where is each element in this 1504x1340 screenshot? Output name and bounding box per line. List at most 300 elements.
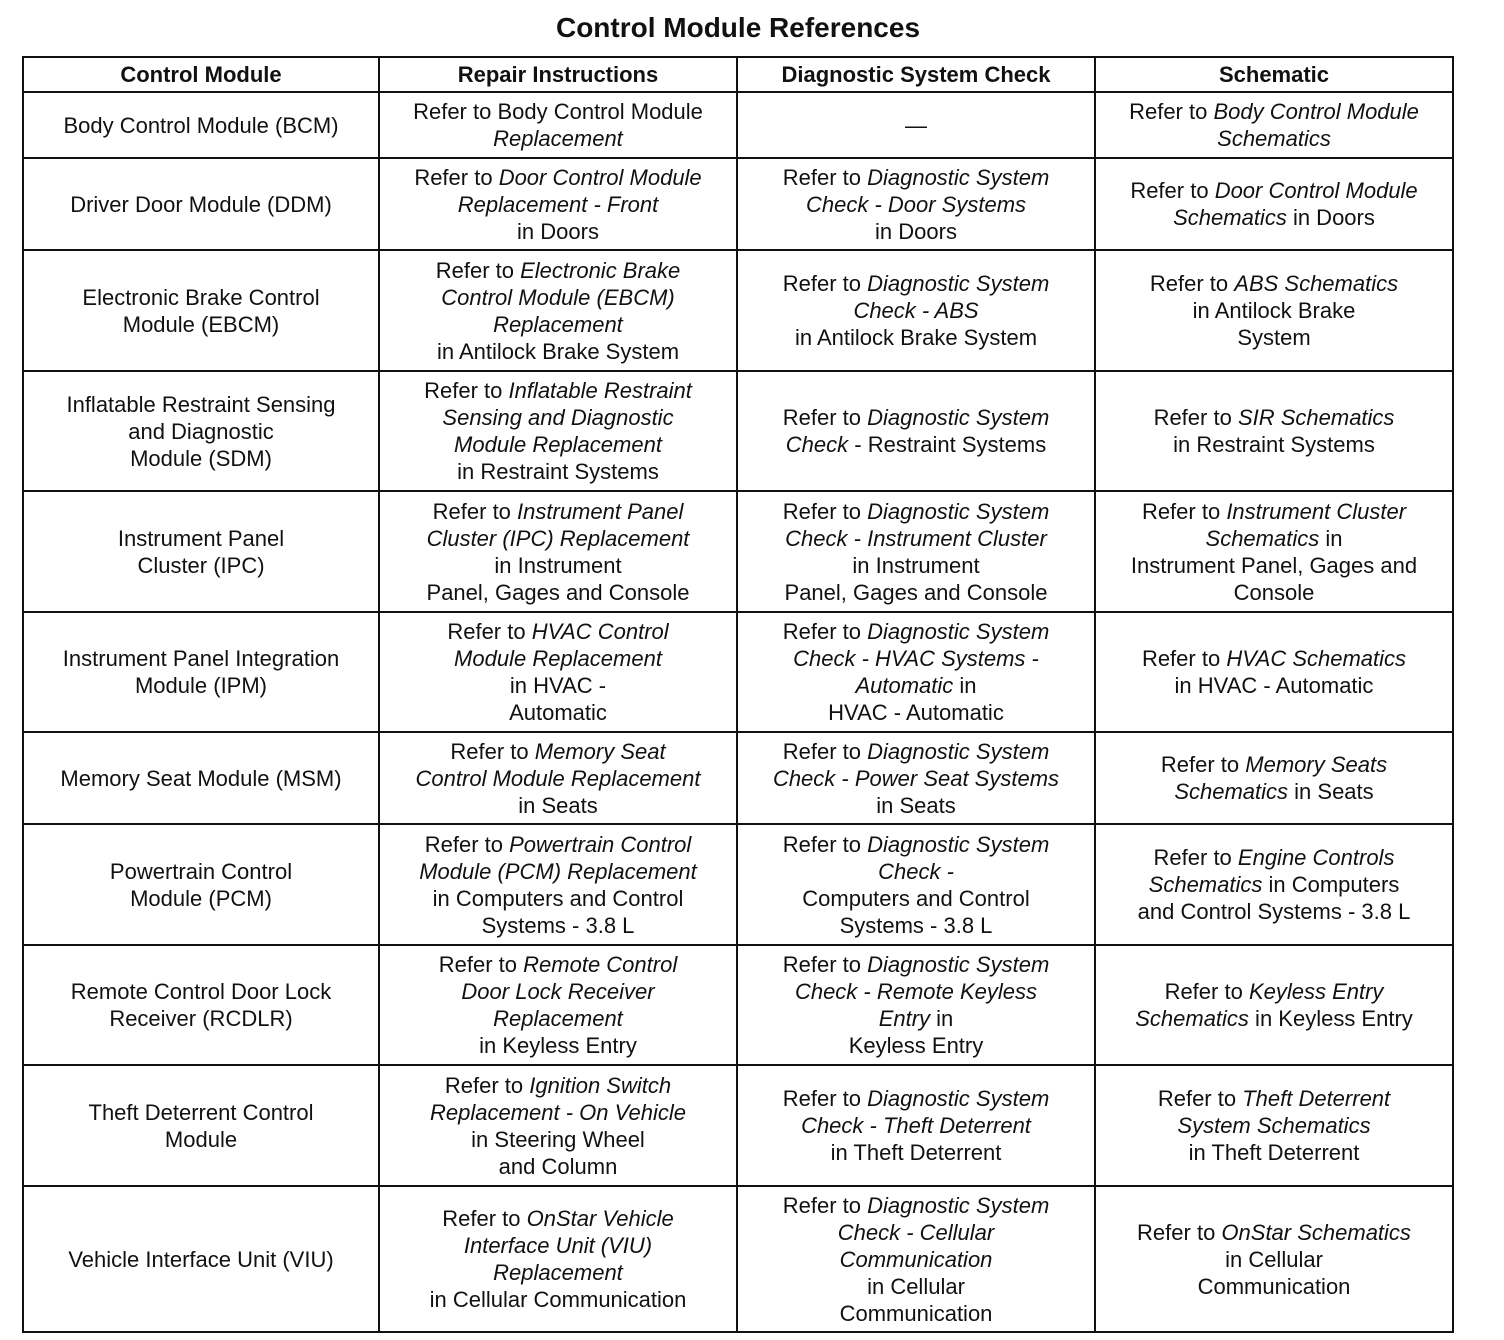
reference-title: Automatic — [855, 673, 954, 698]
cell-line: Module (PCM) — [130, 885, 272, 911]
cell-text: in Antilock Brake System — [436, 338, 680, 364]
cell-line — [744, 218, 1088, 245]
reference-title: Inflatable Restraint — [508, 378, 692, 403]
reference-title: Sensing and Diagnostic — [442, 405, 674, 430]
cell-line — [386, 1286, 730, 1313]
cell-text: Refer to — [1129, 99, 1214, 124]
table-row — [23, 824, 1453, 945]
cell-line — [1102, 871, 1446, 898]
cell-text: in Restraint Systems — [1173, 432, 1375, 457]
reference-title: Diagnostic System — [867, 1192, 1050, 1218]
cell-repair-instructions — [379, 371, 737, 491]
cell-text: HVAC - Automatic — [828, 700, 1004, 725]
cell-text: in Cellular Communication — [429, 1287, 687, 1312]
cell-line — [386, 1072, 730, 1099]
cell-text: Refer to — [782, 405, 868, 430]
cell-line — [1102, 1219, 1446, 1246]
reference-title: Cluster (IPC) Replacement — [426, 525, 690, 551]
reference-title: Remote Control — [523, 952, 678, 977]
cell-text: Refer to — [435, 257, 521, 283]
cell-line — [744, 792, 1088, 819]
cell-control-module — [23, 92, 379, 158]
cell-line — [1102, 672, 1446, 699]
cell-text: Communication — [839, 1300, 993, 1326]
cell-text: Refer to — [447, 619, 532, 644]
cell-line — [386, 579, 730, 606]
cell-line — [1102, 579, 1446, 606]
table-row — [23, 612, 1453, 732]
reference-title: Communication — [839, 1246, 993, 1272]
cell-line — [1102, 751, 1446, 778]
cell-line — [744, 672, 1088, 699]
cell-schematic — [1095, 1065, 1453, 1186]
header-diagnostic-system-check: Diagnostic System Check — [737, 57, 1095, 92]
header-row — [23, 57, 1453, 92]
cell-line — [386, 218, 730, 245]
cell-text: in Computers — [1262, 872, 1400, 897]
cell-line — [744, 645, 1088, 672]
cell-text: Refer to — [782, 619, 868, 644]
reference-title: Check - Door Systems — [805, 191, 1027, 217]
cell-text: in Steering Wheel — [471, 1126, 645, 1152]
reference-title: Check - HVAC Systems - — [793, 646, 1039, 671]
cell-repair-instructions — [379, 945, 737, 1065]
reference-title: System Schematics — [1177, 1113, 1371, 1138]
cell-line — [744, 324, 1088, 351]
cell-schematic — [1095, 92, 1453, 158]
cell-line — [1102, 404, 1446, 431]
reference-title: OnStar Vehicle — [526, 1206, 674, 1231]
cell-line — [1102, 1139, 1446, 1166]
cell-line — [386, 699, 730, 726]
cell-text: Refer to — [450, 738, 535, 764]
cell-text: Refer to — [782, 164, 868, 190]
table-row — [23, 92, 1453, 158]
page-title: Control Module References — [555, 12, 921, 43]
cell-line — [744, 618, 1088, 645]
cell-schematic — [1095, 371, 1453, 491]
cell-text: Refer to — [1164, 979, 1249, 1004]
reference-title: Memory Seat — [534, 738, 666, 764]
reference-title: Door Control Module — [498, 164, 702, 190]
cell-text: in Restraint Systems — [457, 459, 659, 484]
cell-text: Automatic — [509, 700, 607, 725]
control-module-table — [22, 56, 1454, 1333]
reference-title: Diagnostic System — [867, 405, 1050, 430]
cell-text: in — [930, 1006, 954, 1031]
cell-text: Systems - 3.8 L — [839, 912, 993, 938]
cell-line — [744, 951, 1088, 978]
cell-line: and Diagnostic — [128, 418, 274, 444]
cell-diagnostic-system-check — [737, 732, 1095, 824]
table-row — [23, 732, 1453, 824]
cell-schematic — [1095, 732, 1453, 824]
cell-text: Refer to — [1153, 405, 1238, 430]
cell-line — [744, 112, 1088, 139]
cell-text: in HVAC - — [509, 673, 607, 698]
reference-title: Diagnostic System — [867, 164, 1050, 190]
cell-text: in Instrument — [852, 552, 980, 578]
reference-title: Check - ABS — [853, 298, 979, 323]
cell-control-module — [23, 824, 379, 945]
reference-title: Electronic Brake — [520, 257, 681, 283]
cell-repair-instructions — [379, 250, 737, 371]
cell-line — [1102, 645, 1446, 672]
reference-title: Instrument Panel — [517, 498, 684, 524]
cell-line — [744, 404, 1088, 431]
cell-line — [386, 191, 730, 218]
reference-title: Check - — [878, 858, 954, 884]
cell-line — [744, 525, 1088, 552]
reference-title: Check - Remote Keyless — [794, 979, 1038, 1004]
reference-title: Diagnostic System — [867, 952, 1050, 977]
cell-diagnostic-system-check — [737, 250, 1095, 371]
cell-text: Refer to — [432, 498, 518, 524]
cell-line — [386, 404, 730, 431]
reference-title: Diagnostic System — [867, 619, 1050, 644]
cell-line — [386, 1205, 730, 1232]
cell-text: in Doors — [1286, 205, 1375, 230]
cell-line — [386, 552, 730, 579]
reference-title: Engine Controls — [1237, 845, 1395, 870]
cell-diagnostic-system-check — [737, 371, 1095, 491]
cell-schematic — [1095, 824, 1453, 945]
cell-line: Remote Control Door Lock — [70, 979, 332, 1004]
cell-line — [744, 1005, 1088, 1032]
cell-text: Refer to — [782, 271, 868, 296]
cell-line — [386, 458, 730, 485]
cell-line — [744, 765, 1088, 792]
cell-line — [744, 1085, 1088, 1112]
cell-line: Inflatable Restraint Sensing — [66, 391, 336, 417]
cell-line — [386, 257, 730, 284]
reference-title: Diagnostic System — [867, 1086, 1050, 1111]
cell-line — [1102, 898, 1446, 925]
cell-line — [386, 1032, 730, 1059]
cell-line — [386, 377, 730, 404]
table-row — [23, 371, 1453, 491]
cell-line — [386, 1126, 730, 1153]
cell-line — [744, 1246, 1088, 1273]
cell-text: Keyless Entry — [848, 1033, 984, 1058]
cell-repair-instructions — [379, 732, 737, 824]
cell-diagnostic-system-check — [737, 491, 1095, 612]
cell-line — [744, 431, 1088, 458]
cell-text: Panel, Gages and Console — [784, 579, 1048, 605]
cell-text: Body Control Module — [497, 99, 703, 124]
cell-line — [386, 431, 730, 458]
reference-title: Schematics — [1135, 1006, 1249, 1031]
cell-diagnostic-system-check — [737, 945, 1095, 1065]
cell-line — [1102, 125, 1446, 152]
cell-text: in Keyless Entry — [1248, 1006, 1413, 1031]
reference-title: Schematics — [1173, 205, 1287, 230]
cell-line — [1102, 204, 1446, 231]
cell-diagnostic-system-check — [737, 158, 1095, 250]
header-repair-instructions: Repair Instructions — [379, 57, 737, 92]
cell-repair-instructions — [379, 491, 737, 612]
cell-line — [744, 738, 1088, 765]
table-row — [23, 945, 1453, 1065]
reference-title: SIR Schematics — [1237, 405, 1395, 430]
cell-line — [744, 579, 1088, 606]
cell-schematic — [1095, 1186, 1453, 1332]
cell-line — [744, 831, 1088, 858]
cell-text: - Restraint Systems — [848, 432, 1047, 457]
cell-line — [386, 98, 730, 125]
cell-text: — — [905, 112, 927, 138]
cell-line — [1102, 525, 1446, 552]
cell-line: Receiver (RCDLR) — [109, 1006, 293, 1031]
header-control-module: Control Module — [23, 57, 379, 92]
reference-title: Check - Cellular — [837, 1219, 995, 1245]
cell-line — [1102, 297, 1446, 324]
cell-text: in Antilock Brake System — [794, 325, 1038, 350]
cell-schematic — [1095, 491, 1453, 612]
cell-line — [744, 1300, 1088, 1327]
cell-line — [1102, 324, 1446, 351]
cell-line — [386, 338, 730, 365]
cell-text: in HVAC - Automatic — [1174, 673, 1374, 698]
cell-text: Refer to — [1149, 271, 1235, 296]
cell-line — [744, 885, 1088, 912]
cell-repair-instructions — [379, 612, 737, 732]
cell-line — [744, 1192, 1088, 1219]
reference-title: Replacement — [493, 1260, 623, 1285]
cell-text: Panel, Gages and Console — [426, 579, 690, 605]
cell-text: Refer to — [782, 1192, 868, 1218]
cell-control-module — [23, 158, 379, 250]
cell-control-module — [23, 1065, 379, 1186]
cell-text: Refer to — [413, 99, 498, 124]
cell-text: in Antilock Brake — [1192, 298, 1356, 323]
cell-diagnostic-system-check — [737, 824, 1095, 945]
cell-text: in Seats — [518, 792, 598, 818]
cell-line — [1102, 177, 1446, 204]
cell-schematic — [1095, 158, 1453, 250]
cell-line — [386, 1005, 730, 1032]
reference-title: Schematics — [1217, 126, 1331, 151]
cell-text: and Column — [498, 1153, 618, 1179]
reference-title: Interface Unit (VIU) — [463, 1233, 653, 1258]
cell-text: Refer to — [1130, 178, 1215, 203]
cell-control-module — [23, 945, 379, 1065]
cell-line — [386, 858, 730, 885]
cell-line — [386, 978, 730, 1005]
cell-repair-instructions — [379, 824, 737, 945]
reference-title: Module (PCM) Replacement — [419, 858, 697, 884]
cell-diagnostic-system-check — [737, 1065, 1095, 1186]
reference-title: Keyless Entry — [1248, 979, 1384, 1004]
cell-text: Console — [1233, 579, 1315, 605]
cell-text: Refer to — [1141, 646, 1227, 671]
reference-title: Replacement - Front — [457, 191, 659, 217]
table-row — [23, 1186, 1453, 1332]
cell-text: Refer to — [1157, 1086, 1243, 1111]
cell-line — [744, 912, 1088, 939]
cell-line — [386, 498, 730, 525]
cell-text: in — [1319, 525, 1343, 551]
reference-title: Body Control Module — [1213, 99, 1419, 124]
cell-line — [744, 498, 1088, 525]
cell-line — [386, 1259, 730, 1286]
reference-title: Check - Instrument Cluster — [785, 525, 1047, 551]
cell-line — [386, 645, 730, 672]
cell-text: in Theft Deterrent — [830, 1140, 1002, 1165]
reference-title: Entry — [878, 1006, 931, 1031]
cell-line — [386, 831, 730, 858]
cell-line — [744, 1273, 1088, 1300]
cell-text: in Cellular — [1225, 1246, 1323, 1272]
table-row — [23, 158, 1453, 250]
reference-title: Diagnostic System — [867, 738, 1050, 764]
reference-title: Check - Power Seat Systems — [772, 765, 1060, 791]
cell-line: Module (EBCM) — [122, 311, 280, 337]
cell-text: Refer to — [442, 1206, 527, 1231]
cell-text: System — [1237, 325, 1311, 350]
cell-line — [1102, 431, 1446, 458]
cell-repair-instructions — [379, 158, 737, 250]
cell-schematic — [1095, 250, 1453, 371]
table-row — [23, 491, 1453, 612]
cell-line — [1102, 270, 1446, 297]
cell-text: Refer to — [424, 831, 510, 857]
reference-title: Module Replacement — [454, 646, 662, 671]
cell-text: in Seats — [876, 792, 956, 818]
cell-text: Refer to — [438, 952, 524, 977]
table-row — [23, 1065, 1453, 1186]
cell-line — [744, 858, 1088, 885]
cell-diagnostic-system-check — [737, 612, 1095, 732]
cell-text: Refer to — [1160, 752, 1246, 777]
reference-title: Control Module (EBCM) — [441, 284, 675, 310]
reference-title: Door Control Module — [1214, 178, 1418, 203]
reference-title: Powertrain Control — [509, 831, 692, 857]
cell-line — [1102, 1112, 1446, 1139]
cell-line — [1102, 844, 1446, 871]
cell-line — [744, 164, 1088, 191]
cell-line: Module — [164, 1126, 238, 1152]
cell-line — [386, 525, 730, 552]
reference-title: Instrument Cluster — [1226, 498, 1407, 524]
cell-control-module — [23, 491, 379, 612]
reference-title: Schematics — [1205, 525, 1320, 551]
cell-line: Instrument Panel Integration — [62, 646, 340, 671]
cell-text: Refer to — [1141, 498, 1227, 524]
reference-title: Check — [785, 432, 849, 457]
cell-text: Refer to — [414, 164, 499, 190]
cell-line: Instrument Panel — [117, 525, 285, 551]
cell-text: Refer to — [444, 1072, 530, 1098]
cell-text: in Doors — [875, 218, 957, 244]
cell-line — [386, 738, 730, 765]
cell-line — [386, 1232, 730, 1259]
cell-repair-instructions — [379, 1186, 737, 1332]
cell-text: Communication — [1197, 1273, 1351, 1299]
cell-repair-instructions — [379, 92, 737, 158]
reference-title: Schematics — [1148, 872, 1263, 897]
cell-line — [386, 672, 730, 699]
cell-line: Memory Seat Module (MSM) — [60, 765, 342, 791]
cell-control-module — [23, 371, 379, 491]
cell-text: in Computers and Control — [432, 885, 684, 911]
cell-text: in Instrument — [494, 552, 622, 578]
cell-text: Computers and Control — [802, 885, 1030, 911]
cell-text: Instrument Panel, Gages and — [1130, 552, 1418, 578]
reference-title: Replacement — [493, 1006, 623, 1031]
reference-title: Theft Deterrent — [1242, 1086, 1391, 1111]
cell-line — [744, 1032, 1088, 1059]
cell-line: Module (IPM) — [134, 673, 268, 698]
reference-title: Diagnostic System — [867, 271, 1050, 296]
cell-text: Systems - 3.8 L — [481, 912, 635, 938]
header-schematic: Schematic — [1095, 57, 1453, 92]
cell-schematic — [1095, 945, 1453, 1065]
reference-title: Ignition Switch — [529, 1072, 672, 1098]
reference-title: Replacement - On Vehicle — [430, 1099, 686, 1125]
cell-line — [386, 125, 730, 152]
cell-text: in Theft Deterrent — [1188, 1140, 1360, 1165]
cell-text: Refer to — [782, 498, 868, 524]
cell-schematic — [1095, 612, 1453, 732]
cell-control-module — [23, 612, 379, 732]
reference-title: Schematics — [1174, 779, 1289, 804]
cell-line — [744, 191, 1088, 218]
cell-control-module — [23, 732, 379, 824]
cell-line: Module (SDM) — [130, 445, 272, 471]
cell-text: and Control Systems - 3.8 L — [1137, 899, 1411, 924]
reference-title: Control Module Replacement — [415, 765, 701, 791]
reference-title: Module Replacement — [454, 432, 662, 457]
cell-line — [744, 270, 1088, 297]
table-row — [23, 250, 1453, 371]
cell-text: in Keyless Entry — [479, 1033, 637, 1058]
cell-line: Driver Door Module (DDM) — [70, 191, 332, 217]
cell-line — [386, 311, 730, 338]
cell-line: Powertrain Control — [109, 858, 293, 884]
cell-line: Body Control Module (BCM) — [63, 112, 339, 138]
cell-text: in Cellular — [867, 1273, 965, 1299]
cell-text: Refer to — [782, 952, 868, 977]
cell-line — [1102, 552, 1446, 579]
cell-line — [1102, 1273, 1446, 1300]
cell-line — [744, 1219, 1088, 1246]
cell-text: Refer to — [782, 738, 868, 764]
reference-title: Door Lock Receiver — [461, 979, 655, 1004]
cell-line — [1102, 98, 1446, 125]
cell-line — [386, 885, 730, 912]
cell-line: Vehicle Interface Unit (VIU) — [68, 1246, 334, 1272]
cell-line — [744, 699, 1088, 726]
cell-line — [1102, 1246, 1446, 1273]
reference-title: HVAC Schematics — [1226, 646, 1407, 671]
cell-text: in Doors — [517, 218, 599, 244]
cell-line — [386, 951, 730, 978]
cell-text: Refer to — [782, 831, 868, 857]
cell-line — [1102, 1085, 1446, 1112]
cell-control-module — [23, 1186, 379, 1332]
cell-line — [386, 1099, 730, 1126]
cell-line: Cluster (IPC) — [137, 552, 265, 578]
reference-title: HVAC Control — [531, 619, 669, 644]
cell-line: Electronic Brake Control — [82, 284, 320, 310]
reference-title: Diagnostic System — [867, 831, 1050, 857]
cell-text: in — [953, 673, 977, 698]
cell-line — [386, 1153, 730, 1180]
cell-line — [386, 284, 730, 311]
cell-line — [386, 792, 730, 819]
cell-diagnostic-system-check — [737, 92, 1095, 158]
